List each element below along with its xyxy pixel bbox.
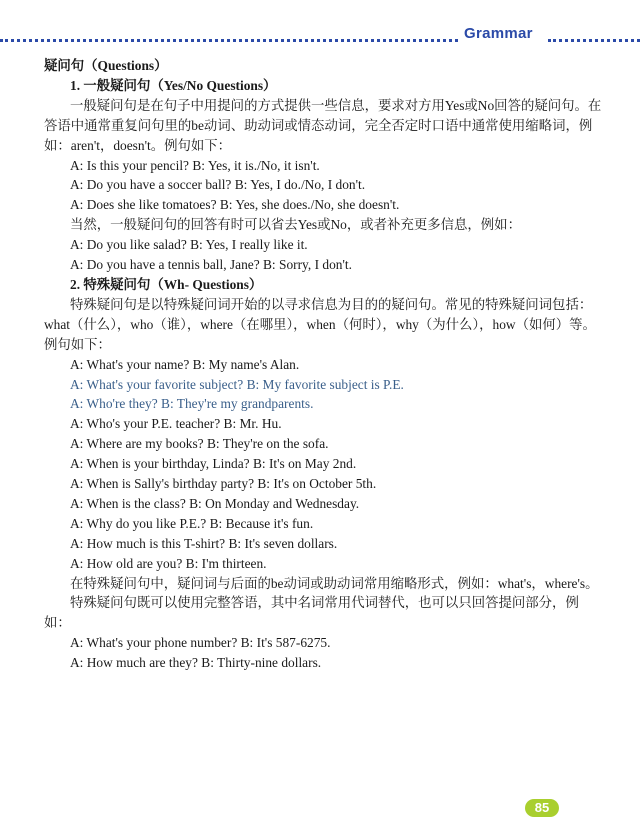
example-line: A: What's your name? B: My name's Alan. xyxy=(70,356,300,372)
example-line: A: How much are they? B: Thirty-nine dollars. xyxy=(70,655,322,671)
paragraph: 一般疑问句是在句子中用提问的方式提供一些信息，要求对方用Yes或No回答的疑问句。在答语中通常重复问句里的be动词、助动词或情态动词，完全否定时口语中通常使用缩略词，例如：aren't，doesn't。例句如下： xyxy=(44,97,602,153)
example-line: A: How old are you? B: I'm thirteen. xyxy=(70,555,267,571)
example-line: A: Why do you like P.E.? B: Because it's fun. xyxy=(70,515,314,531)
paragraph: 在特殊疑问句中，疑问词与后面的be动词或助动词常用缩略形式，例如：what's，where's。 xyxy=(70,575,599,591)
page-number: 85 xyxy=(525,799,559,817)
example-line: A: What's your phone number? B: It's 587-6275. xyxy=(70,635,331,651)
example-line: A: When is your birthday, Linda? B: It's on May 2nd. xyxy=(70,456,357,472)
example-line: A: Does she like tomatoes? B: Yes, she does./No, she doesn't. xyxy=(70,197,400,213)
paragraph: 当然，一般疑问句的回答有时可以省去Yes或No，或者补充更多信息，例如： xyxy=(70,217,521,233)
example-line: A: Do you have a tennis ball, Jane? B: Sorry, I don't. xyxy=(70,257,352,273)
paragraph: 特殊疑问句是以特殊疑问词开始的以寻求信息为目的的疑问句。常见的特殊疑问词包括：what（什么），who（谁），where（在哪里），when（何时），why（为什么），how（如何）等。例句如下： xyxy=(44,296,596,352)
example-line: A: When is Sally's birthday party? B: It's on October 5th. xyxy=(70,476,377,492)
example-line: A: Is this your pencil? B: Yes, it is./No, it isn't. xyxy=(70,157,320,173)
example-line: A: Do you like salad? B: Yes, I really like it. xyxy=(70,237,308,253)
section-heading: 1. 一般疑问句（Yes/No Questions） xyxy=(70,77,277,93)
paragraph: 特殊疑问句既可以使用完整答语，其中名词常用代词替代，也可以只回答提问部分，例如： xyxy=(44,595,579,631)
example-line: A: Who's your P.E. teacher? B: Mr. Hu. xyxy=(70,416,282,432)
page-body xyxy=(44,56,604,673)
example-line: A: What's your favorite subject? B: My favorite subject is P.E. xyxy=(70,376,404,392)
example-line: A: When is the class? B: On Monday and Wednesday. xyxy=(70,495,360,511)
section-heading: 2. 特殊疑问句（Wh- Questions） xyxy=(70,276,263,292)
example-line: A: Who're they? B: They're my grandparents. xyxy=(70,396,314,412)
header-dotted-rule-left xyxy=(0,39,458,42)
section-heading: 疑问句（Questions） xyxy=(44,58,168,73)
section-tag: Grammar xyxy=(464,25,533,42)
example-line: A: Where are my books? B: They're on the sofa. xyxy=(70,436,329,452)
header-dotted-rule-right xyxy=(548,39,640,42)
example-line: A: Do you have a soccer ball? B: Yes, I do./No, I don't. xyxy=(70,177,366,193)
example-line: A: How much is this T-shirt? B: It's seven dollars. xyxy=(70,535,338,551)
